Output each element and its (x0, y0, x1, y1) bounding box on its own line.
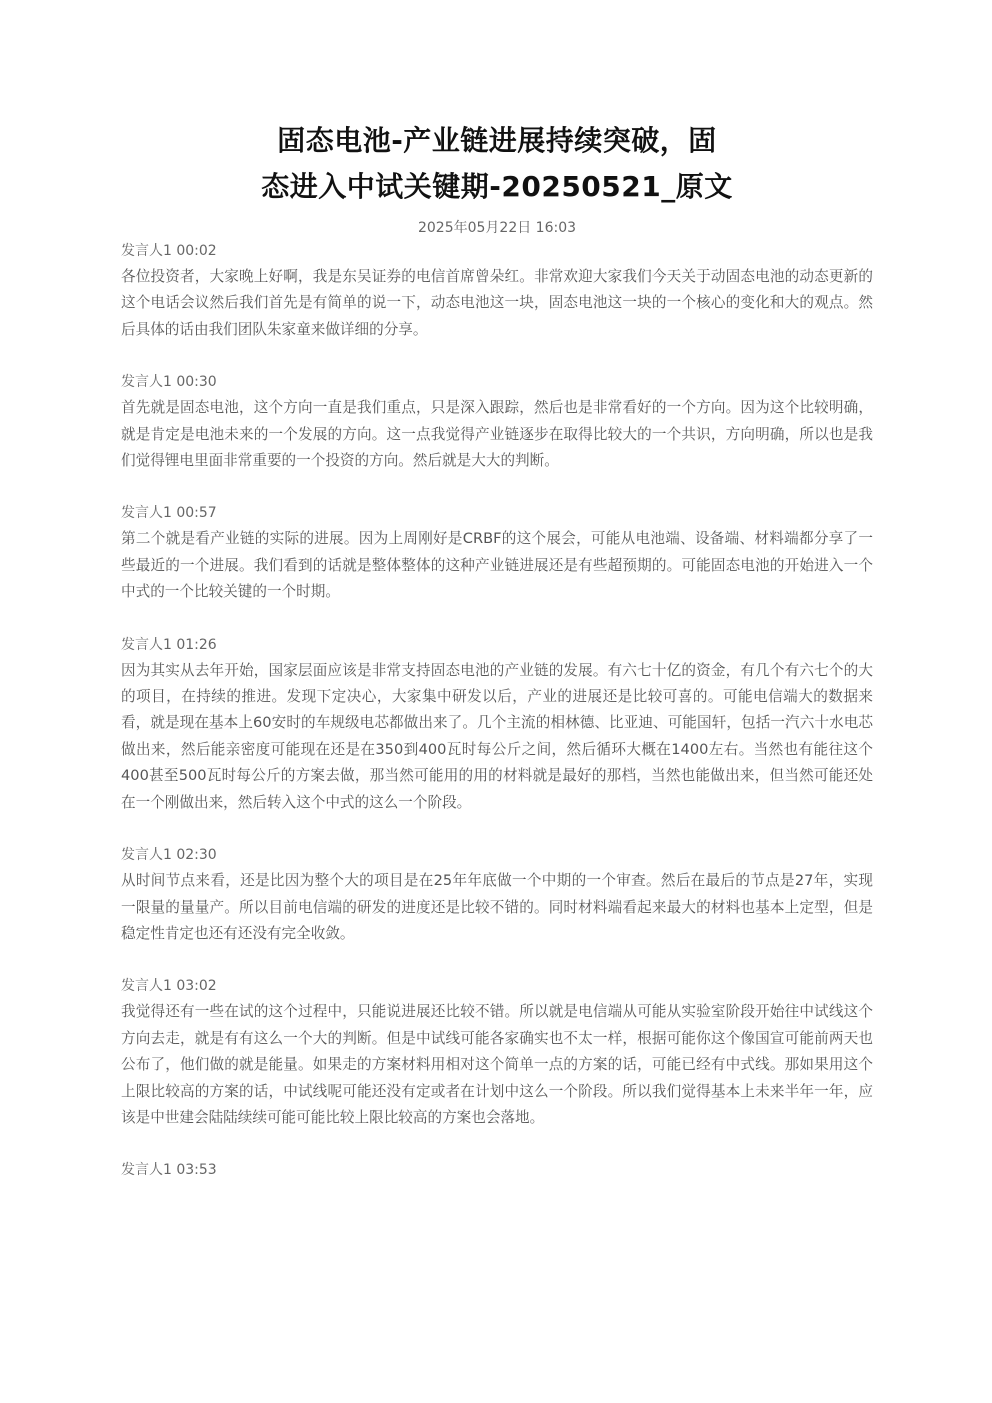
transcript-section (121, 842, 873, 947)
section-spacer (121, 606, 873, 632)
transcript-text: 从时间节点来看，还是比因为整个大的项目是在25年年底做一个中期的一个审查。然后在最后的节点是27年，实现一限量的量量产。所以目前电信端的研发的进度还是比较不错的。同时材料端看起来最大的材料也基本上定型，但是稳定性肯定也还有还没有完全收敛。 (121, 872, 873, 942)
transcript-section (121, 1157, 873, 1183)
section-spacer (121, 816, 873, 842)
document-page (121, 118, 873, 1183)
speaker-timestamp: 发言人1 03:02 (121, 978, 217, 995)
speaker-timestamp: 发言人1 01:26 (121, 636, 217, 653)
transcript-section (121, 238, 873, 343)
transcript-section (121, 973, 873, 1131)
speaker-timestamp: 发言人1 00:57 (121, 505, 217, 522)
transcript-text: 因为其实从去年开始，国家层面应该是非常支持固态电池的产业链的发展。有六七十亿的资金，有几个有六七个的大的项目，在持续的推进。发现下定决心，大家集中研发以后，产业的进展还是比较可喜的。可能电信端大的数据来看，就是现在基本上60安时的车规级电芯都做出来了。几个主流的相林德、比亚迪、可能国轩，包括一汽六十水电芯做出来，然后能亲密度可能现在还是在350到400瓦时每公斤之间，然后循环大概在1400左右。当然也有能往这个400甚至500瓦时每公斤的方案去做，那当然可能用的用的材料就是最好的那档，当然也能做出来，但当然可能还处在一个刚做出来，然后转入这个中式的这么一个阶段。 (121, 661, 873, 811)
section-spacer (121, 474, 873, 500)
speaker-timestamp: 发言人1 03:53 (121, 1162, 217, 1179)
document-title (121, 118, 873, 210)
title-line-1: 固态电池-产业链进展持续突破，固 (277, 124, 717, 157)
transcript-section (121, 632, 873, 816)
section-spacer (121, 343, 873, 369)
transcript-text: 我觉得还有一些在试的这个过程中，只能说进展还比较不错。所以就是电信端从可能从实验室阶段开始往中试线这个方向去走，就是有有这么一个大的判断。但是中试线可能各家确实也不太一样，根据可能你这个像国宣可能前两天也公布了，他们做的就是能量。如果走的方案材料用相对这个简单一点的方案的话，可能已经有中式线。那如果用这个上限比较高的方案的话，中试线呢可能还没有定或者在计划中这么一个阶段。所以我们觉得基本上未来半年一年，应该是中世建会陆陆续续可能可能比较上限比较高的方案也会落地。 (121, 1003, 873, 1126)
transcript-section (121, 369, 873, 474)
section-spacer (121, 947, 873, 973)
speaker-timestamp: 发言人1 00:30 (121, 374, 217, 391)
transcript-text: 各位投资者，大家晚上好啊，我是东吴证券的电信首席曾朵红。非常欢迎大家我们今天关于动固态电池的动态更新的这个电话会议然后我们首先是有简单的说一下，动态电池这一块，固态电池这一块的一个核心的变化和大的观点。然后具体的话由我们团队朱家童来做详细的分享。 (121, 268, 873, 338)
document-date: 2025年05月22日 16:03 (417, 220, 577, 236)
speaker-timestamp: 发言人1 02:30 (121, 847, 217, 864)
title-line-2: 态进入中试关键期-20250521_原文 (261, 170, 733, 203)
speaker-timestamp: 发言人1 00:02 (121, 243, 217, 259)
transcript-section (121, 500, 873, 605)
transcript-text: 首先就是固态电池，这个方向一直是我们重点，只是深入跟踪，然后也是非常看好的一个方向。因为这个比较明确，就是肯定是电池未来的一个发展的方向。这一点我觉得产业链逐步在取得比较大的一个共识，方向明确，所以也是我们觉得锂电里面非常重要的一个投资的方向。然后就是大大的判断。 (121, 399, 873, 470)
transcript-text: 第二个就是看产业链的实际的进展。因为上周刚好是CRBF的这个展会，可能从电池端、设备端、材料端都分享了一些最近的一个进展。我们看到的话就是整体整体的这种产业链进展还是有些超预期的。可能固态电池的开始进入一个中式的一个比较关键的一个时期。 (121, 530, 873, 601)
section-spacer (121, 1131, 873, 1157)
